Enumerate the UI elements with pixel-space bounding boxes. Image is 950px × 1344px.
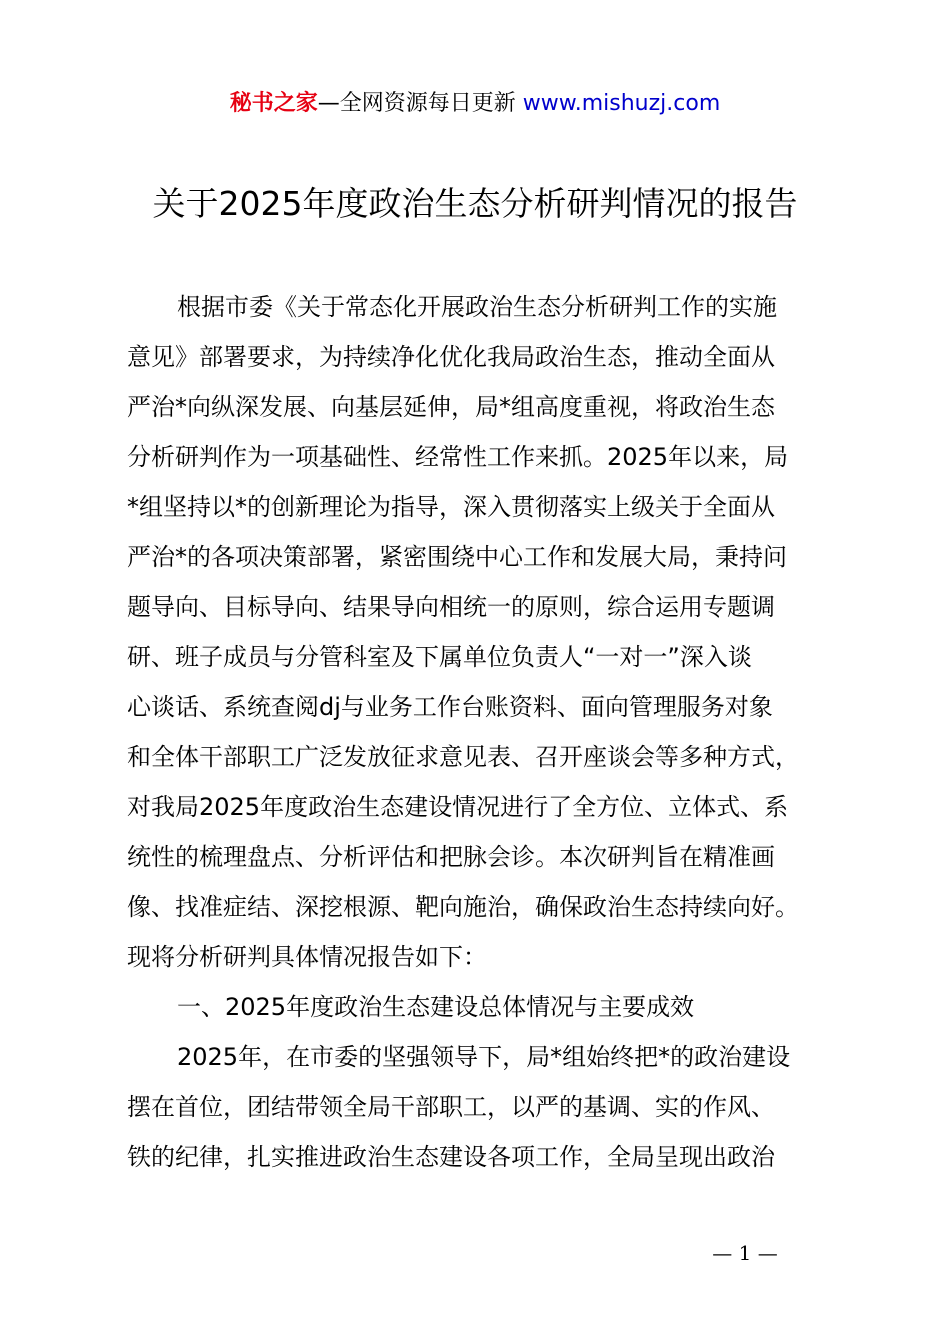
body-line: 2025年，在市委的坚强领导下，局*组始终把*的政治建设 <box>177 1043 791 1071</box>
site-header <box>0 88 950 120</box>
body-line: 摆在首位，团结带领全局干部职工，以严的基调、实的作风、 <box>127 1093 775 1121</box>
body-line: 和全体干部职工广泛发放征求意见表、召开座谈会等多种方式， <box>127 743 799 771</box>
body-line: 根据市委《关于常态化开展政治生态分析研判工作的实施 <box>177 293 777 321</box>
page-number: — 1 — <box>712 1241 778 1265</box>
body-line: 分析研判作为一项基础性、经常性工作来抓。2025年以来，局 <box>127 443 789 471</box>
site-url-link[interactable]: www.mishuzj.com <box>522 91 721 116</box>
body-line: 铁的纪律，扎实推进政治生态建设各项工作，全局呈现出政治 <box>127 1143 775 1171</box>
document-body <box>127 282 847 1182</box>
body-line: 现将分析研判具体情况报告如下： <box>127 943 487 971</box>
body-line: 心谈话、系统查阅dj与业务工作台账资料、面向管理服务对象 <box>127 693 773 721</box>
body-line: 严治*向纵深发展、向基层延伸，局*组高度重视，将政治生态 <box>127 393 775 421</box>
body-line: 意见》部署要求，为持续净化优化我局政治生态，推动全面从 <box>127 343 775 371</box>
body-line: 研、班子成员与分管科室及下属单位负责人“一对一”深入谈 <box>127 643 752 671</box>
body-line: 对我局2025年度政治生态建设情况进行了全方位、立体式、系 <box>127 793 789 821</box>
body-line: 像、找准症结、深挖根源、靶向施治，确保政治生态持续向好。 <box>127 893 799 921</box>
document-title: 关于2025年度政治生态分析研判情况的报告 <box>152 184 798 223</box>
section-heading: 一、2025年度政治生态建设总体情况与主要成效 <box>177 993 695 1021</box>
body-line: 题导向、目标导向、结果导向相统一的原则，综合运用专题调 <box>127 593 775 621</box>
brand-name: 秘书之家 <box>229 91 318 116</box>
header-tagline: —全网资源每日更新 <box>317 91 523 116</box>
body-line: *组坚持以*的创新理论为指导，深入贯彻落实上级关于全面从 <box>127 493 775 521</box>
body-line: 严治*的各项决策部署，紧密围绕中心工作和发展大局，秉持问 <box>127 543 787 571</box>
body-line: 统性的梳理盘点、分析评估和把脉会诊。本次研判旨在精准画 <box>127 843 775 871</box>
